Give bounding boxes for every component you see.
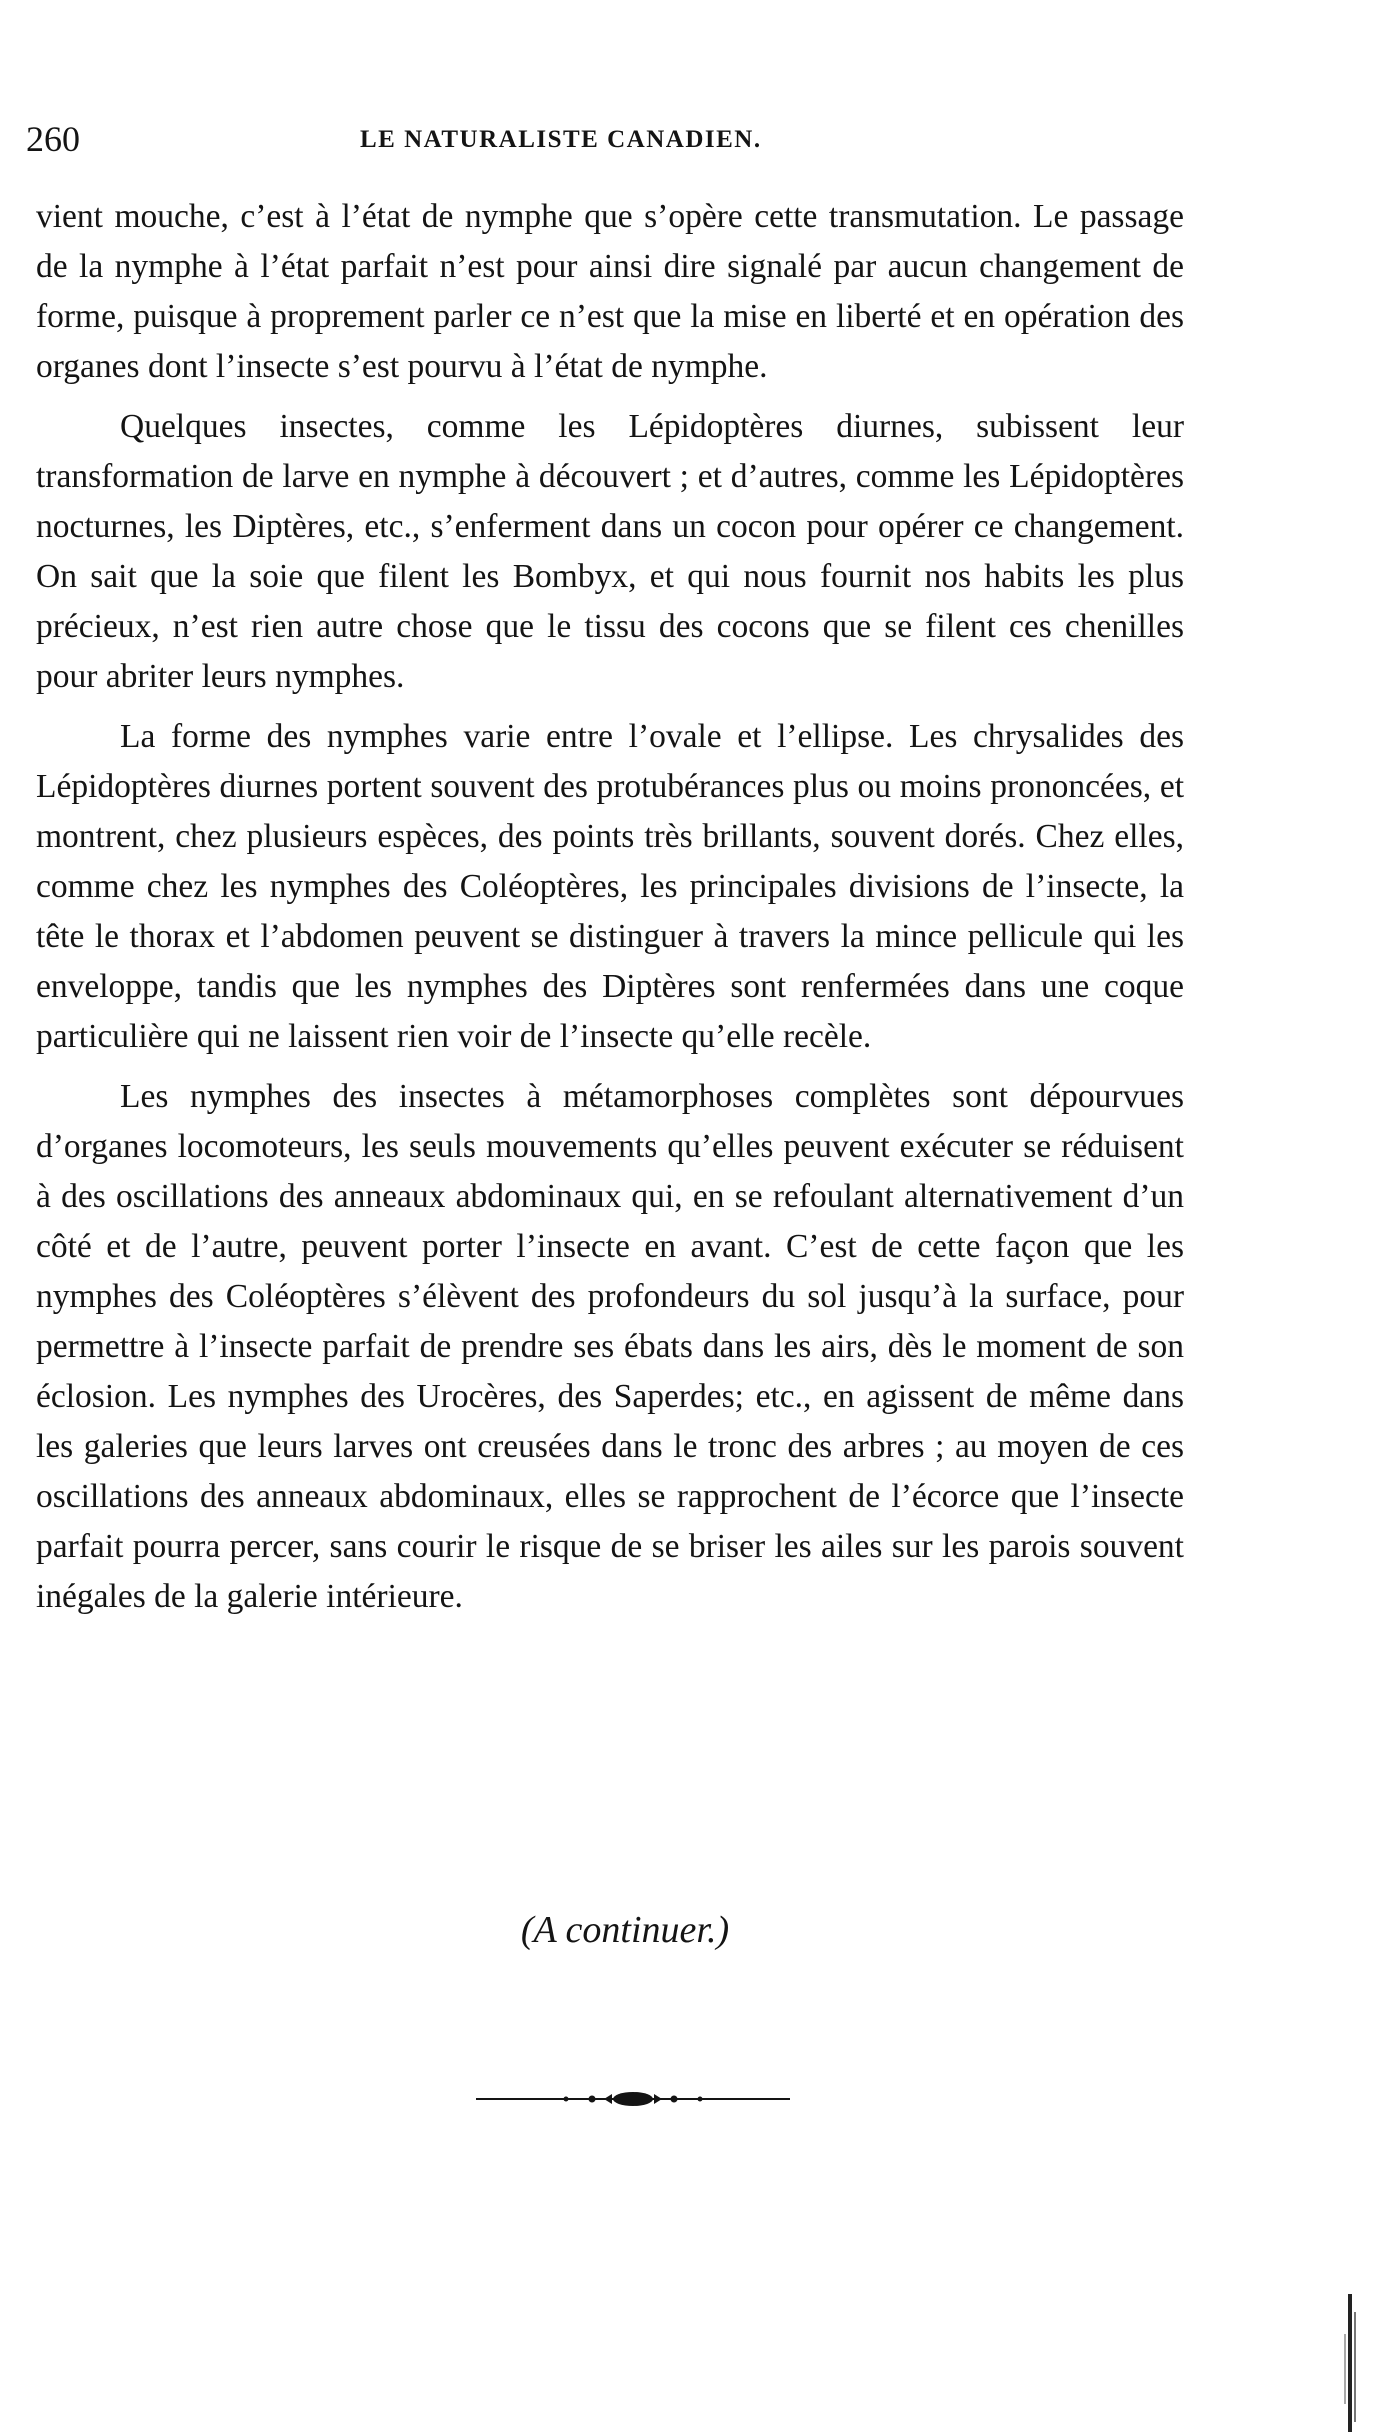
continuation-note: (A continuer.) bbox=[520, 1909, 730, 1951]
page-number: 260 bbox=[26, 119, 80, 159]
paragraph-nymph-movement: Les nymphes des insectes à métamorphoses complètes sont dépourvues d’organes locomoteurs, les seuls mouvements qu’elles peuvent exécuter se réduisent à des oscillations des anneaux abdominaux qui, en se refoulant alternativement d’un côté et de l’autre, peuvent porter l’insecte en avant. C’est de cette façon que les nymphes des Coléoptères s’élèvent des profondeurs du sol jusqu’à la surface, pour permettre à l’insecte parfait de prendre ses ébats dans les airs, dès le moment de son éclosion. Les nymphes des Urocères, des Saperdes; etc., en agissent de même dans les galeries que leurs larves ont creusées dans le tronc des arbres ; au moyen de ces oscillations des anneaux abdominaux, elles se rapprochent de l’écorce que l’insecte parfait pourra percer, sans courir le risque de se briser les ailes sur les parois souvent inégales de la galerie intérieure. bbox=[36, 1078, 1184, 1615]
paragraph-continued: vient mouche, c’est à l’état de nymphe que s’opère cette transmutation. Le passage de la nymphe à l’état parfait n’est pour ainsi dire signalé par aucun changement de forme, puisque à proprement parler ce n’est que la mise en liberté et en opération des organes dont l’insecte s’est pourvu à l’état de nymphe. bbox=[36, 198, 1184, 385]
paragraph-nymph-form: La forme des nymphes varie entre l’ovale et l’ellipse. Les chrysalides des Lépidoptères diurnes portent souvent des protubérances plus ou moins prononcées, et montrent, chez plusieurs espèces, des points très brillants, souvent dorés. Chez elles, comme chez les nymphes des Coléoptères, les principales divisions de l’insecte, la tête le thorax et l’abdomen peuvent se distinguer à travers la mince pellicule qui les enveloppe, tandis que les nymphes des Diptères sont renfermées dans une coque particulière qui ne laissent rien voir de l’insecte qu’elle recèle. bbox=[36, 718, 1184, 1055]
page-header bbox=[26, 118, 1186, 168]
body-text bbox=[36, 192, 1184, 1632]
paragraph-cocoons: Quelques insectes, comme les Lépidoptères diurnes, subissent leur transformation de larve en nymphe à découvert ; et d’autres, comme les Lépidoptères nocturnes, les Diptères, etc., s’enferment dans un cocon pour opérer ce changement. On sait que la soie que filent les Bombyx, et qui nous fournit nos habits les plus précieux, n’est rien autre chose que le tissu des cocons que se filent ces chenilles pour abriter leurs nymphes. bbox=[36, 408, 1184, 695]
page-edge-mark bbox=[1342, 2294, 1366, 2432]
divider-ornament-icon bbox=[476, 2084, 790, 2114]
running-title: LE NATURALISTE CANADIEN. bbox=[360, 126, 762, 153]
